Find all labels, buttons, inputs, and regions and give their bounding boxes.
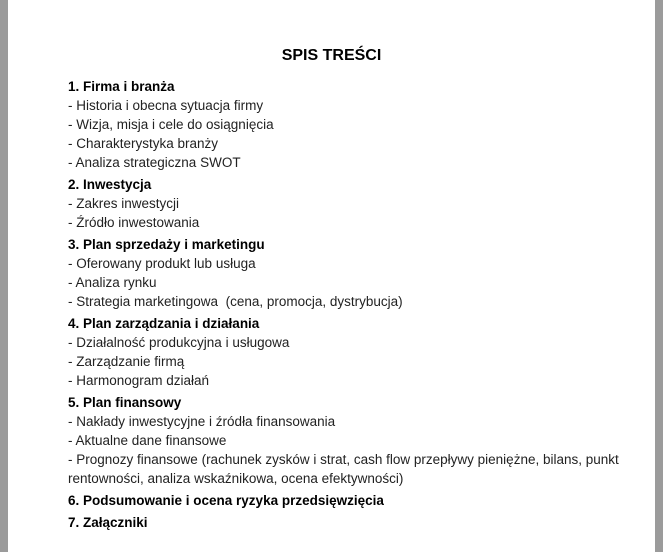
toc-section-heading: 1. Firma i branża xyxy=(68,79,175,94)
toc-section-heading: 3. Plan sprzedaży i marketingu xyxy=(68,237,265,252)
toc-section xyxy=(68,235,648,311)
toc-section-heading: 2. Inwestycja xyxy=(68,177,152,192)
toc-item: - Zakres inwestycji xyxy=(68,196,180,211)
toc-section xyxy=(68,513,648,532)
toc-item: - Źródło inwestowania xyxy=(68,215,200,230)
toc-section-heading: 4. Plan zarządzania i działania xyxy=(68,316,260,331)
window-edge-right xyxy=(654,0,663,552)
toc-item: - Historia i obecna sytuacja firmy xyxy=(68,98,264,113)
toc-item: - Harmonogram działań xyxy=(68,373,210,388)
toc-item: - Oferowany produkt lub usługa xyxy=(68,256,256,271)
document-page xyxy=(8,0,655,552)
toc-section-heading: 7. Załączniki xyxy=(68,515,148,530)
toc-section xyxy=(68,77,648,172)
toc-item: - Działalność produkcyjna i usługowa xyxy=(68,335,290,350)
toc-item: - Charakterystyka branży xyxy=(68,136,219,151)
toc-item: - Aktualne dane finansowe xyxy=(68,433,227,448)
toc-section-heading: 6. Podsumowanie i ocena ryzyka przedsięwzięcia xyxy=(68,493,384,508)
toc-section xyxy=(68,314,648,390)
toc-item: - Analiza rynku xyxy=(68,275,157,290)
toc-section-heading: 5. Plan finansowy xyxy=(68,395,182,410)
toc-item: - Strategia marketingowa (cena, promocja, dystrybucja) xyxy=(68,294,403,309)
toc-section xyxy=(68,393,648,488)
page-title: SPIS TREŚCI xyxy=(281,47,382,64)
table-of-contents xyxy=(68,77,648,532)
toc-item: - Zarządzanie firmą xyxy=(68,354,185,369)
toc-item: - Wizja, misja i cele do osiągnięcia xyxy=(68,117,274,132)
toc-item: - Prognozy finansowe (rachunek zysków i strat, cash flow przepływy pieniężne, bilans, punkt rentowności, analiza wskaźnikowa, ocena efektywności) xyxy=(68,452,623,486)
toc-section xyxy=(68,175,648,232)
toc-item: - Nakłady inwestycyjne i źródła finansowania xyxy=(68,414,336,429)
toc-section xyxy=(68,491,648,510)
toc-item: - Analiza strategiczna SWOT xyxy=(68,155,241,170)
